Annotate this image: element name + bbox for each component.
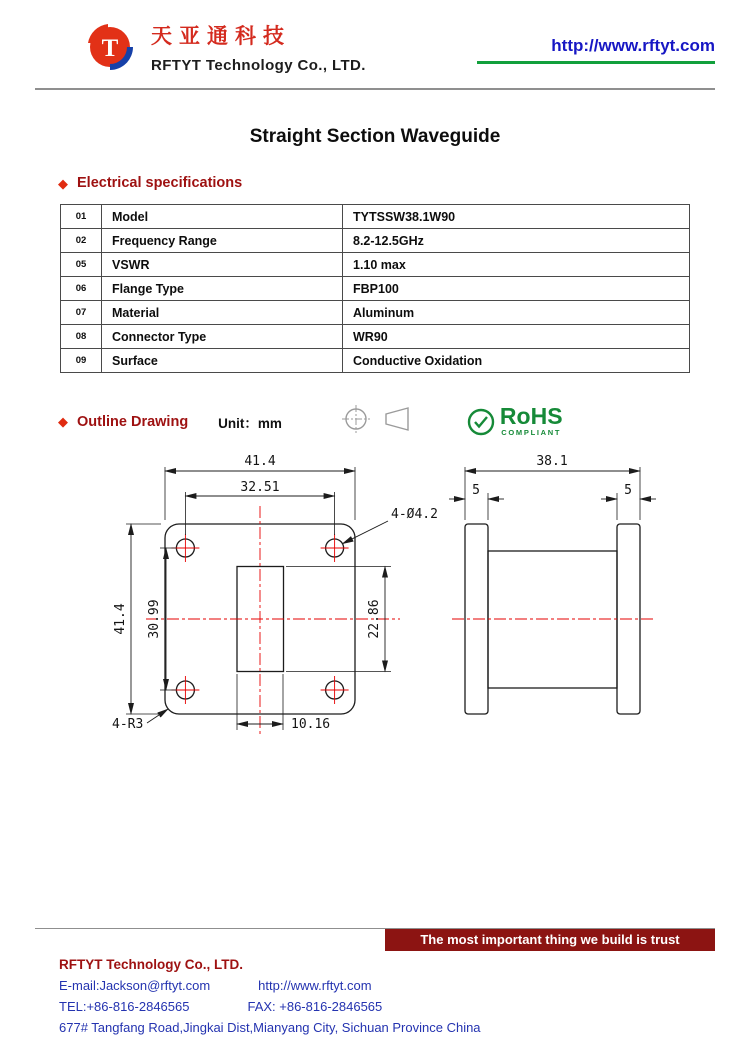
table-row	[61, 349, 690, 373]
dim-flange-right: 5	[624, 483, 632, 498]
outline-drawing	[0, 446, 750, 751]
projection-symbol-icon	[340, 403, 418, 440]
row-number: 05	[61, 253, 102, 277]
footer-company-name: RFTYT Technology Co., LTD.	[59, 957, 243, 972]
footer-fax: FAX: +86-816-2846565	[247, 999, 383, 1014]
diamond-bullet-icon: ◆	[58, 414, 68, 429]
table-row	[61, 229, 690, 253]
spec-value: WR90	[343, 325, 690, 349]
rohs-text	[499, 403, 563, 438]
footer-phone-line	[59, 999, 715, 1014]
spec-name: Connector Type	[102, 325, 343, 349]
spec-name: Material	[102, 301, 343, 325]
footer-tel: TEL:+86-816-2846565	[59, 999, 190, 1014]
spec-value: TYTSSW38.1W90	[343, 205, 690, 229]
row-number: 02	[61, 229, 102, 253]
rohs-logo	[466, 403, 563, 438]
footer	[35, 928, 715, 1041]
table-row	[61, 253, 690, 277]
spec-name: VSWR	[102, 253, 343, 277]
company-block	[151, 20, 366, 74]
row-number: 06	[61, 277, 102, 301]
dim-length: 38.1	[536, 454, 568, 469]
outline-drawing-label: Outline Drawing	[77, 413, 189, 430]
row-number: 01	[61, 205, 102, 229]
outline-drawing-heading	[58, 403, 750, 440]
footer-website-link[interactable]: http://www.rftyt.com	[258, 978, 372, 993]
dim-flange-left: 5	[472, 483, 480, 498]
electrical-specs-label: Electrical specifications	[77, 175, 243, 191]
table-row	[61, 277, 690, 301]
spec-name: Frequency Range	[102, 229, 343, 253]
spec-value: 1.10 max	[343, 253, 690, 277]
outline-drawing-svg	[0, 446, 750, 746]
spec-name: Surface	[102, 349, 343, 373]
hole-diameter-callout: 4-Ø4.2	[391, 507, 438, 522]
table-row	[61, 301, 690, 325]
footer-email-line	[59, 978, 715, 993]
footer-address: 677# Tangfang Road,Jingkai Dist,Mianyang City, Sichuan Province China	[59, 1020, 481, 1035]
spec-value: Aluminum	[343, 301, 690, 325]
dim-aperture-width: 10.16	[291, 717, 331, 732]
green-underline	[477, 61, 715, 64]
row-number: 08	[61, 325, 102, 349]
dim-outer-width: 41.4	[244, 454, 276, 469]
svg-text:T: T	[101, 35, 119, 62]
rftyt-logo-icon	[82, 20, 138, 76]
company-name-cn: 天亚通科技	[151, 24, 291, 48]
rftyt-logo	[82, 20, 138, 76]
centerlines	[146, 506, 400, 734]
header-right	[477, 20, 715, 64]
slogan-row	[35, 929, 715, 951]
spec-name: Model	[102, 205, 343, 229]
side-extension-lines	[465, 467, 640, 520]
row-number: 07	[61, 301, 102, 325]
electrical-specs-heading	[58, 175, 750, 191]
spec-value: FBP100	[343, 277, 690, 301]
rohs-leaf-icon	[466, 407, 496, 437]
footer-info	[59, 957, 715, 1035]
dim-aperture-height: 22.86	[367, 599, 382, 639]
row-number: 09	[61, 349, 102, 373]
slogan-banner: The most important thing we build is trust	[385, 929, 715, 951]
corner-radius-callout: 4-R3	[112, 717, 144, 732]
header	[0, 0, 750, 76]
header-divider	[35, 88, 715, 90]
spec-value: Conductive Oxidation	[343, 349, 690, 373]
dim-hole-spacing-x: 32.51	[240, 480, 280, 495]
rohs-name: RoHS	[499, 403, 563, 430]
rohs-compliant-label: COMPLIANT	[501, 428, 562, 438]
dim-hole-spacing-y: 30.99	[147, 599, 162, 639]
table-row	[61, 205, 690, 229]
spec-value: 8.2-12.5GHz	[343, 229, 690, 253]
page-title: Straight Section Waveguide	[249, 126, 501, 147]
table-row	[61, 325, 690, 349]
diamond-bullet-icon: ◆	[58, 175, 68, 191]
header-website-link[interactable]: http://www.rftyt.com	[551, 36, 715, 55]
dimension-lines	[131, 471, 388, 724]
company-name-en: RFTYT Technology Co., LTD.	[151, 57, 366, 74]
spec-table	[60, 204, 690, 373]
unit-label: Unit：mm	[218, 415, 282, 431]
dim-outer-height: 41.4	[113, 603, 128, 635]
footer-email-link[interactable]: E-mail:Jackson@rftyt.com	[59, 978, 211, 993]
spec-name: Flange Type	[102, 277, 343, 301]
